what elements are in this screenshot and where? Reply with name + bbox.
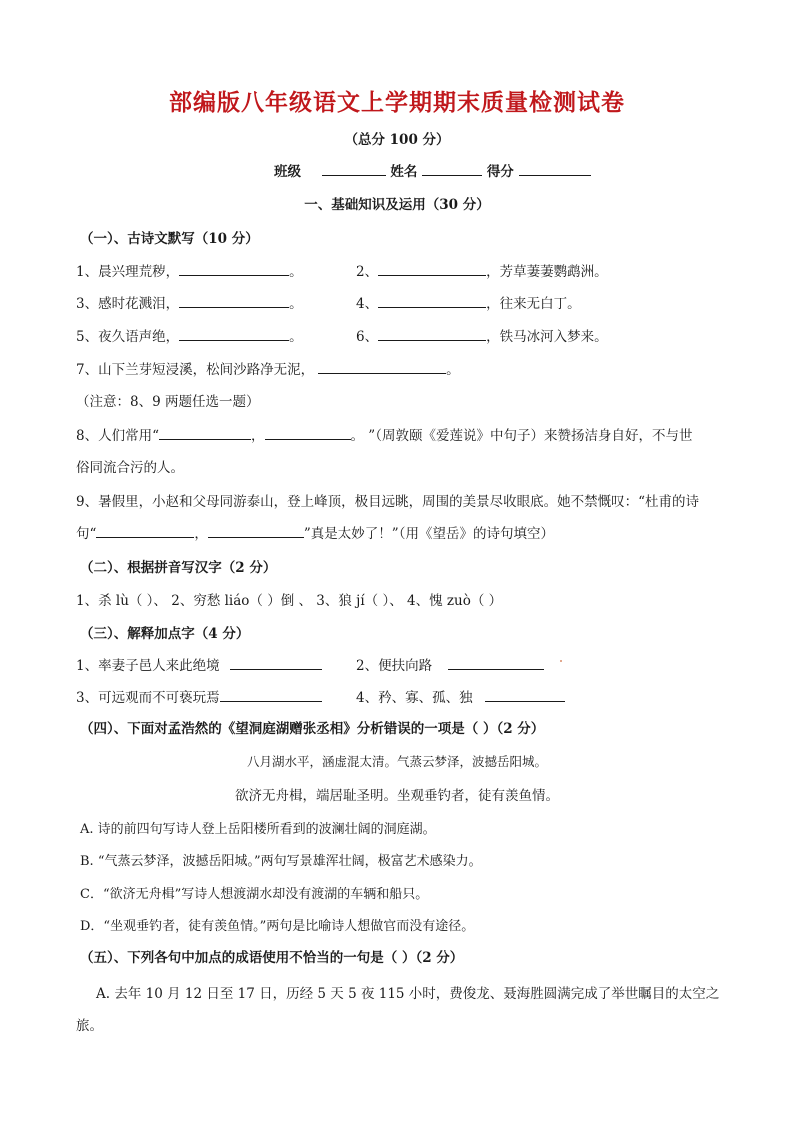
q9-line1: 9、暑假里，小赵和父母同游泰山，登上峰顶，极目远眺，周围的美景尽收眼底。她不禁慨叹：“杜甫的诗: [76, 494, 699, 510]
s3-q1: [76, 654, 322, 674]
name-label: 姓名: [390, 164, 418, 180]
q3-text: 3、感时花溅泪，: [76, 296, 180, 312]
section1-heading: （一）、古诗文默写（10 分）: [80, 231, 259, 247]
q3-blank[interactable]: [179, 293, 289, 308]
section4-heading: （四）、下面对孟浩然的《望洞庭湖赠张丞相》分析错误的一项是（ ）（2 分）: [80, 721, 545, 737]
q2-blank[interactable]: [378, 261, 486, 276]
q9-tail: ”真是太妙了！”（用《望岳》的诗句填空）: [303, 526, 554, 542]
total-score-note: （总分 100 分）: [344, 132, 450, 148]
q4: [356, 292, 581, 312]
stray-dot: [560, 660, 562, 662]
q5: [76, 325, 303, 345]
q2: [356, 260, 608, 280]
q5-end: 。: [289, 329, 303, 345]
s3-q4: [356, 686, 565, 706]
class-blank[interactable]: [322, 161, 386, 176]
s5-option-a-line1: A. 去年 10 月 12 日至 17 日，历经 5 天 5 夜 115 小时，费俊龙、聂海胜圆满完成了举世瞩目的太空之: [96, 986, 720, 1002]
score-blank[interactable]: [519, 161, 591, 176]
q9-blank1[interactable]: [96, 523, 194, 538]
s4-option-c: C．“欲济无舟楫”写诗人想渡湖水却没有渡湖的车辆和船只。: [80, 887, 429, 902]
s3-q3-text: 3、可远观而不可亵玩焉: [76, 690, 220, 706]
part1-heading: 一、基础知识及运用（30 分）: [304, 197, 490, 213]
s3-q3: [76, 686, 322, 706]
s3-q2: [356, 654, 544, 674]
q8-blank2[interactable]: [265, 425, 351, 440]
s3-q2-text: 2、便扶向路: [356, 658, 433, 674]
q8-text: 8、人们常用“: [76, 428, 159, 444]
q3-end: 。: [289, 296, 303, 312]
q7-end: 。: [446, 362, 460, 378]
q6-blank[interactable]: [378, 326, 486, 341]
q8-tail: 。 ”（周敦颐《爱莲说》中句子）来赞扬洁身自好，不与世: [350, 428, 693, 444]
q9-line2: [76, 522, 554, 542]
q6: [356, 325, 608, 345]
q9-open: 句“: [76, 526, 97, 542]
q7: [76, 358, 460, 378]
poem-line-2: 欲济无舟楫，端居耻圣明。坐观垂钓者，徒有羡鱼情。: [235, 788, 559, 804]
choice-note: （注意：8、9 两题任选一题）: [76, 394, 260, 410]
q2-num: 2、: [356, 264, 379, 280]
q6-text: ，铁马冰河入梦来。: [486, 329, 608, 345]
q8-line2: 俗同流合污的人。: [76, 460, 184, 476]
q3: [76, 292, 303, 312]
s3-q1-blank[interactable]: [230, 655, 322, 670]
q5-blank[interactable]: [179, 326, 289, 341]
q1: [76, 260, 303, 280]
s4-option-a: A. 诗的前四句写诗人登上岳阳楼所看到的波澜壮阔的洞庭湖。: [80, 822, 436, 837]
q1-text: 1、晨兴理荒秽，: [76, 264, 180, 280]
name-blank[interactable]: [422, 161, 482, 176]
s5-option-a-line2: 旅。: [76, 1018, 103, 1034]
exam-title: 部编版八年级语文上学期期末质量检测试卷: [169, 90, 625, 116]
s4-option-d: D．“坐观垂钓者，徒有羡鱼情。”两句是比喻诗人想做官而没有途径。: [80, 919, 475, 934]
q5-text: 5、夜久语声绝，: [76, 329, 180, 345]
pinyin-line: 1、杀 lù（ ）、 2、穷愁 liáo（ ）倒 、 3、狼 jí（ ）、 4、愧 zuò（ ）: [76, 593, 503, 609]
q4-blank[interactable]: [378, 293, 486, 308]
q1-blank[interactable]: [179, 261, 289, 276]
poem-line-1: 八月湖水平，涵虚混太清。气蒸云梦泽，波撼岳阳城。: [246, 754, 547, 769]
s3-q1-text: 1、率妻子邑人来此绝境: [76, 658, 220, 674]
q8-comma: ，: [251, 428, 265, 444]
s3-q3-blank[interactable]: [220, 687, 322, 702]
class-label: 班级: [274, 164, 301, 180]
s3-q4-text: 4、矜、寡、孤、独: [356, 690, 473, 706]
q4-text: ，往来无白丁。: [486, 296, 581, 312]
q9-comma: ，: [194, 526, 208, 542]
section2-heading: （二）、根据拼音写汉字（2 分）: [80, 560, 277, 576]
q9-blank2[interactable]: [208, 523, 304, 538]
q6-num: 6、: [356, 329, 379, 345]
score-label: 得分: [486, 164, 514, 180]
section3-heading: （三）、解释加点字（4 分）: [80, 626, 250, 642]
section5-heading: （五）、下列各句中加点的成语使用不恰当的一句是（ ）（2 分）: [80, 950, 464, 966]
q2-text: ，芳草萋萋鹦鹉洲。: [486, 264, 608, 280]
s4-option-b: B. “气蒸云梦泽，波撼岳阳城。”两句写景雄浑壮阔，极富艺术感染力。: [80, 854, 482, 869]
student-info-line: [274, 160, 591, 180]
q4-num: 4、: [356, 296, 379, 312]
s3-q2-blank[interactable]: [448, 655, 544, 670]
q7-blank[interactable]: [318, 359, 446, 374]
s3-q4-blank[interactable]: [485, 687, 565, 702]
q7-text: 7、山下兰芽短浸溪，松间沙路净无泥，: [76, 362, 315, 378]
q8-blank1[interactable]: [159, 425, 251, 440]
q8-line1: [76, 424, 692, 444]
q1-end: 。: [289, 264, 303, 280]
